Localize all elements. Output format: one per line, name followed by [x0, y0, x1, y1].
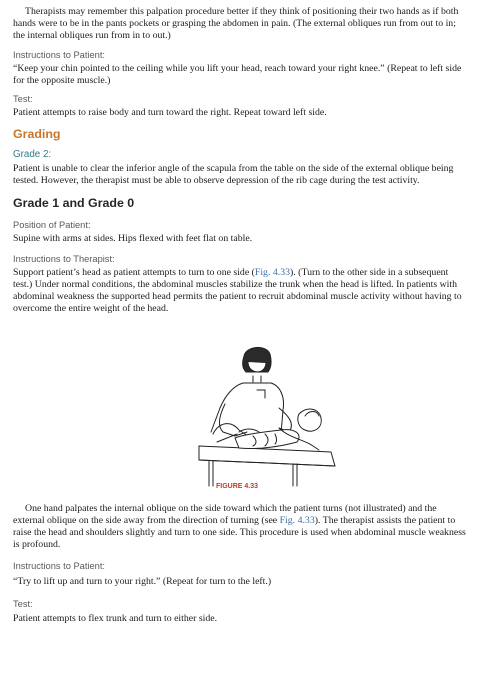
test-label: Test:	[13, 94, 33, 105]
figure-reference-link[interactable]: Fig. 4.33	[254, 266, 291, 278]
instructions-to-patient-text: “Keep your chin pointed to the ceiling while you lift your head, reach toward your right knee.” (Repeat to left side for the opposite muscle.)	[13, 62, 462, 86]
instructions-to-therapist-text	[13, 267, 467, 316]
position-of-patient-label: Position of Patient:	[13, 219, 91, 230]
table-leg-right	[293, 464, 297, 486]
therapist-text-before: Support patient’s head as patient attempts to turn to one side (	[13, 266, 255, 278]
intro-paragraph: Therapists may remember this palpation procedure better if they think of positioning their two hands as if both hands were to be in the pants pockets or grasping the abdomen in pain. (The external obliques run from out to in; the internal obliques run from in to out.)	[13, 6, 459, 42]
grade-2-text: Patient is unable to clear the inferior angle of the scapula from the table on the side of the external oblique being tested. However, the therapist must be able to observe depression of the rib cage during the test activity.	[13, 163, 454, 187]
instructions-to-patient-text: “Try to lift up and turn to your right.” (Repeat for turn to the left.)	[13, 576, 272, 588]
figure-illustration	[13, 346, 467, 492]
test-label: Test:	[13, 598, 33, 609]
figure-reference-link[interactable]: Fig. 4.33	[279, 514, 315, 526]
instructions-to-patient-label: Instructions to Patient:	[13, 561, 105, 572]
therapist-arm-right	[279, 408, 291, 432]
grade-1-and-0-heading: Grade 1 and Grade 0	[13, 195, 135, 210]
instructions-to-patient-label: Instructions to Patient:	[13, 49, 105, 60]
therapist-torso	[211, 383, 284, 434]
palpation-text-before: One hand palpates the internal oblique on the side toward which the patient turns (not illustrated) and the external oblique on the side away from the direction of turning (see	[13, 502, 437, 526]
grading-heading: Grading	[13, 127, 61, 142]
palpation-text-after: ). The therapist assists the patient to raise the head and shoulders slightly and turn to one side. This procedure is used when abdominal muscle weakness is profound.	[13, 514, 466, 551]
figure-4-33	[13, 346, 467, 492]
instructions-to-therapist-label: Instructions to Therapist:	[13, 253, 115, 264]
palpation-paragraph	[13, 503, 467, 552]
figure-caption: FIGURE 4.33	[216, 482, 259, 490]
position-of-patient-text: Supine with arms at sides. Hips flexed with feet flat on table.	[13, 232, 253, 244]
therapist-shirt-pocket	[257, 390, 265, 398]
test-text: Patient attempts to flex trunk and turn to either side.	[13, 612, 218, 624]
therapist-text-after: ). (Turn to the other side in a subsequent test.) Under normal conditions, the abdominal muscles stabilize the trunk when the head is lifted. In patients with abdominal weakness the supported head permits the patient to recruit abdominal muscle activity without having to overcome the entire weight of the head.	[13, 266, 462, 315]
therapist-arm-left	[219, 404, 247, 436]
table-leg-left	[209, 461, 213, 486]
grade-2-label: Grade 2:	[13, 149, 52, 161]
test-text: Patient attempts to raise body and turn toward the right. Repeat toward left side.	[13, 107, 327, 119]
